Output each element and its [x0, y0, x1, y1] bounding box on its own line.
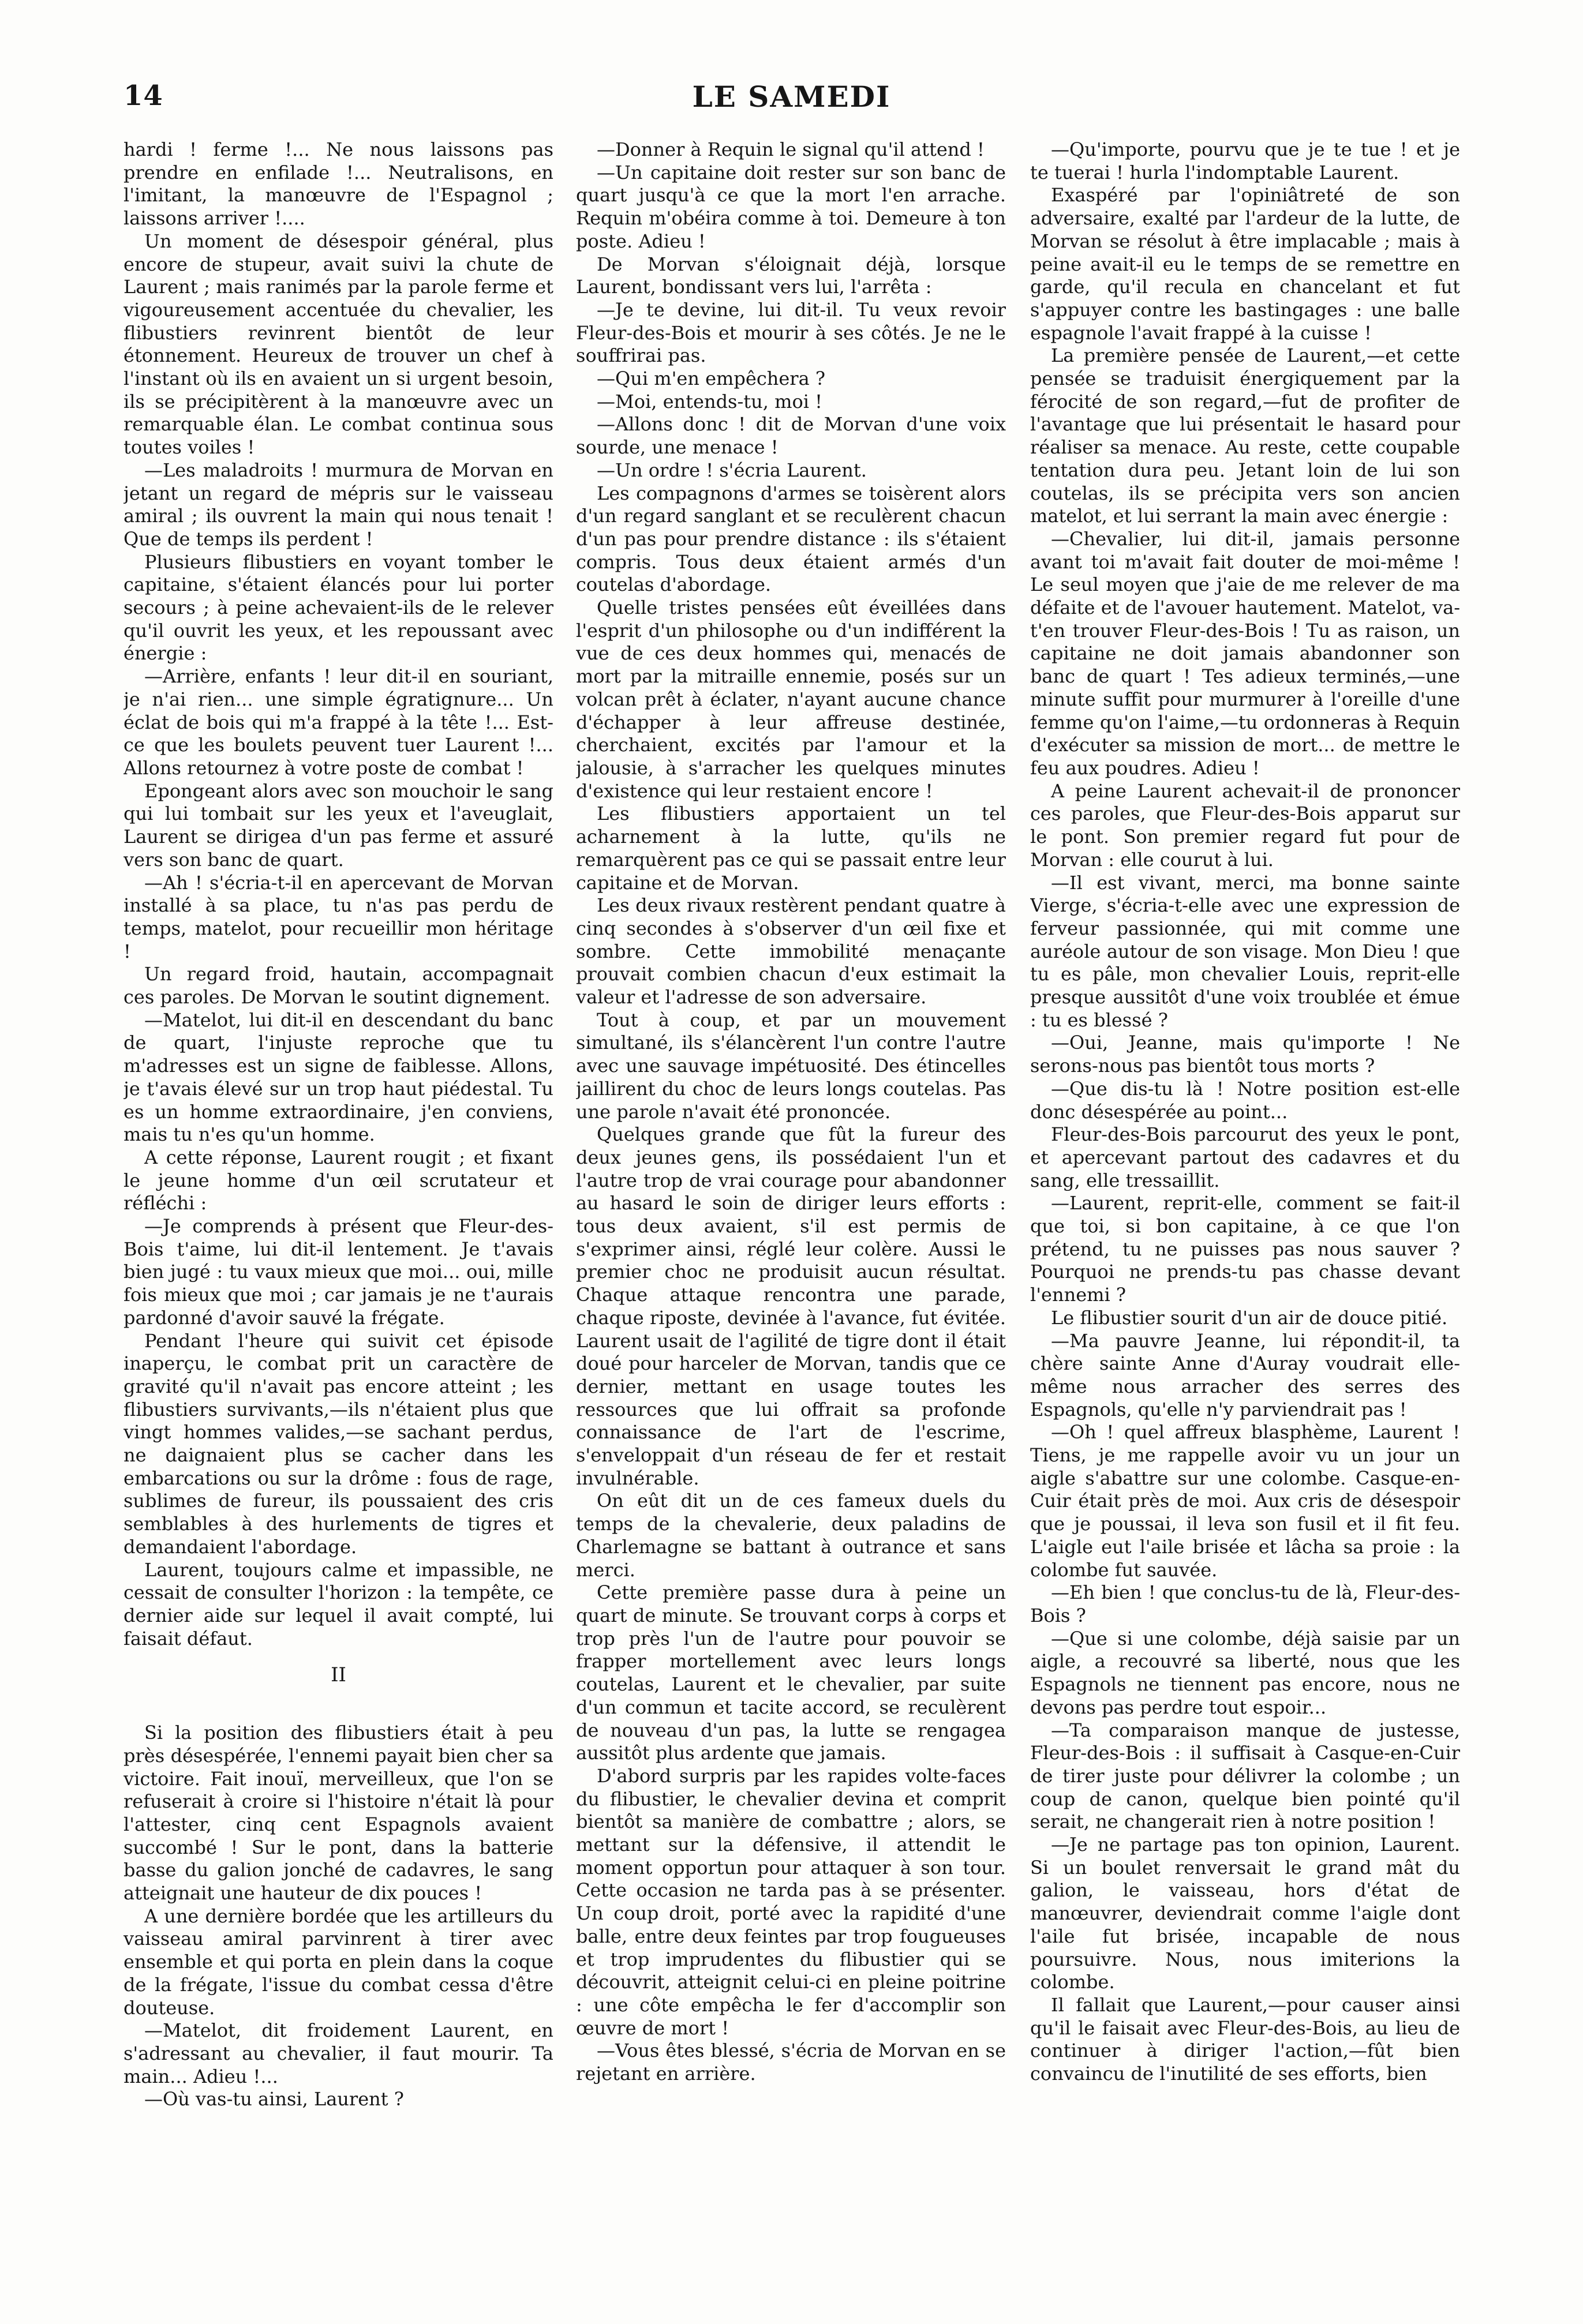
paragraph: —Matelot, dit froidement Laurent, en s'adressant au chevalier, il faut mourir. Ta main... Adieu !... — [124, 2019, 553, 2087]
paragraph: Quelques grande que fût la fureur des deux jeunes gens, ils possédaient l'un et l'autre trop de vrai courage pour abandonner au hasard le soin de diriger leurs efforts : tous deux avaient, s'il est permis de s'exprimer ainsi, réglé leur colère. Aussi le premier choc ne produisit aucun résultat. Chaque attaque rencontra une parade, chaque riposte, devinée à l'avance, fut évitée. Laurent usait de l'agilité de tigre dont il était doué pour harceler de Morvan, tandis que ce dernier, mettant en usage toutes les ressources que lui offrait sa profonde connaissance de l'art de l'escrime, s'enveloppait d'un réseau de fer et restait invulnérable. — [576, 1123, 1006, 1489]
paragraph: —Il est vivant, merci, ma bonne sainte Vierge, s'écria-t-elle avec une expression de ferveur passionnée, qui mit comme une auréole autour de son visage. Mon Dieu ! que tu es pâle, mon chevalier Louis, reprit-elle presque aussitôt d'une voix troublée et émue : tu es blessé ? — [1030, 871, 1460, 1031]
paragraph: —Un capitaine doit rester sur son banc de quart jusqu'à ce que la mort l'en arrache. Requin m'obéira comme à toi. Demeure à ton poste. Adieu ! — [576, 161, 1006, 252]
paragraph: —Que si une colombe, déjà saisie par un aigle, a recouvré sa liberté, nous que les Espagnols ne tiennent pas encore, nous ne devons pas perdre tout espoir... — [1030, 1627, 1460, 1718]
paragraph: —Ah ! s'écria-t-il en apercevant de Morvan installé à sa place, tu n'as pas perdu de temps, matelot, pour recueillir mon héritage ! — [124, 871, 553, 962]
paragraph: Les deux rivaux restèrent pendant quatre à cinq secondes à s'observer d'un œil fixe et sombre. Cette immobilité menaçante prouvait combien chacun d'eux estimait la valeur et l'adresse de son adversaire. — [576, 894, 1006, 1009]
paragraph: De Morvan s'éloignait déjà, lorsque Laurent, bondissant vers lui, l'arrêta : — [576, 253, 1006, 298]
section-numeral: II — [331, 1663, 346, 1687]
paragraph: Tout à coup, et par un mouvement simultané, ils s'élancèrent l'un contre l'autre avec une sauvage impétuosité. Des étincelles jaillirent du choc de leurs longs coutelas. Pas une parole n'avait été prononcée. — [576, 1009, 1006, 1123]
paragraph: La première pensée de Laurent,—et cette pensée se traduisit énergiquement par la férocité de son regard,—fut de profiter de l'avantage que lui présentait le hasard pour réaliser sa menace. Au reste, cette coupable tentation dura peu. Jetant loin de lui son coutelas, ils se précipita vers son ancien matelot, et lui serrant la main avec énergie : — [1030, 344, 1460, 527]
paragraph: Le flibustier sourit d'un air de douce pitié. — [1051, 1306, 1448, 1329]
paragraph: Les flibustiers apportaient un tel acharnement à la lutte, qu'ils ne remarquèrent pas ce qui se passait entre leur capitaine et de Morvan. — [576, 803, 1006, 894]
running-title: LE SAMEDI — [692, 80, 891, 114]
paragraph: —Que dis-tu là ! Notre position est-elle donc désespérée au point... — [1030, 1077, 1460, 1123]
text-column-3 — [1030, 138, 1460, 2302]
page-number: 14 — [124, 80, 163, 112]
paragraph: Pendant l'heure qui suivit cet épisode inaperçu, le combat prit un caractère de gravité qu'il n'avait pas encore atteint ; les flibustiers survivants,—ils n'étaient plus que vingt hommes valides,—se sachant perdus, ne daignaient plus se cacher dans les embarcations ou sur la drôme : fous de rage, sublimes de fureur, ils poussaient des cris semblables à des hurlements de tigres et demandaient l'abordage. — [124, 1329, 553, 1558]
paragraph: Exaspéré par l'opiniâtreté de son adversaire, exalté par l'ardeur de la lutte, de Morvan se résolut à être implacable ; mais à peine avait-il eu le temps de se remettre en garde, qu'il recula en chancelant et fut s'appuyer contre les bastingages : une balle espagnole l'avait frappé à la cuisse ! — [1030, 184, 1460, 344]
paragraph: Les compagnons d'armes se toisèrent alors d'un regard sanglant et se reculèrent chacun d'un pas pour prendre distance : ils s'étaient compris. Tous deux étaient armés d'un coutelas d'abordage. — [576, 482, 1006, 596]
paragraph: A cette réponse, Laurent rougit ; et fixant le jeune homme d'un œil scrutateur et réfléchi : — [124, 1146, 553, 1215]
paragraph: —Arrière, enfants ! leur dit-il en souriant, je n'ai rien... une simple égratignure... Un éclat de bois qui m'a frappé à la tête !... Est-ce que les boulets peuvent tuer Laurent !... Allons retournez à votre poste de combat ! — [124, 665, 553, 779]
paragraph: —Où vas-tu ainsi, Laurent ? — [144, 2088, 404, 2111]
paragraph: —Oh ! quel affreux blasphème, Laurent ! Tiens, je me rappelle avoir vu un jour un aigle s'abattre sur une colombe. Casque-en-Cuir était près de moi. Aux cris de désespoir que je poussai, il leva son fusil et il fit feu. L'aigle eut l'aile brisée et lâcha sa proie : la colombe fut sauvée. — [1030, 1421, 1460, 1581]
text-column-1 — [124, 138, 553, 2302]
paragraph: hardi ! ferme !... Ne nous laissons pas prendre en enfilade !... Neutralisons, en l'imitant, la manœuvre de l'Espagnol ; laissons arriver !.... — [124, 138, 553, 230]
text-column-2 — [576, 138, 1006, 2302]
paragraph: —Vous êtes blessé, s'écria de Morvan en se rejetant en arrière. — [576, 2040, 1006, 2085]
paragraph: Si la position des flibustiers était à peu près désespérée, l'ennemi payait bien cher sa victoire. Fait inouï, merveilleux, que l'on se refuserait à croire si l'histoire n'était là pour l'attester, cinq cent Espagnols avaient succombé ! Sur le pont, dans la batterie basse du galion jonché de cadavres, le sang atteignait une hauteur de dix pouces ! — [124, 1722, 553, 1905]
paragraph: Fleur-des-Bois parcourut des yeux le pont, et apercevant partout des cadavres et du sang, elle tressaillit. — [1030, 1123, 1460, 1191]
paragraph: —Ma pauvre Jeanne, lui répondit-il, ta chère sainte Anne d'Auray voudrait elle-même nous arracher des serres des Espagnols, qu'elle n'y parviendrait pas ! — [1030, 1329, 1460, 1420]
paragraph: —Qu'importe, pourvu que je te tue ! et je te tuerai ! hurla l'indomptable Laurent. — [1030, 138, 1460, 183]
paragraph: —Un ordre ! s'écria Laurent. — [597, 459, 867, 481]
paragraph: —Chevalier, lui dit-il, jamais personne avant toi m'avait fait douter de moi-même ! Le seul moyen que j'aie de me relever de ma défaite et de l'avouer hautement. Matelot, va-t'en trouver Fleur-des-Bois ! Tu as raison, un capitaine ne doit jamais abandonner son banc de quart ! Tes adieux terminés,—une minute suffit pour murmurer à l'oreille d'une femme qu'on l'aime,—tu ordonneras à Requin d'exécuter sa mission de mort... de mettre le feu aux poudres. Adieu ! — [1030, 527, 1460, 779]
column-1-paragraphs-after — [124, 1722, 553, 2111]
paragraph: Un regard froid, hautain, accompagnait ces paroles. De Morvan le soutint dignement. — [124, 963, 553, 1009]
paragraph: —Moi, entends-tu, moi ! — [597, 390, 822, 413]
paragraph: —Je comprends à présent que Fleur-des-Bois t'aime, lui dit-il lentement. Je t'avais bien jugé : tu vaux mieux que moi... oui, mille fois mieux que moi ; car jamais je ne t'aurais pardonné d'avoir sauvé la frégate. — [124, 1215, 553, 1329]
paragraph: Plusieurs flibustiers en voyant tomber le capitaine, s'étaient élancés pour lui porter secours ; à peine achevaient-ils de le relever qu'il ouvrit les yeux, et les repoussant avec énergie : — [124, 550, 553, 665]
paragraph: —Je ne partage pas ton opinion, Laurent. Si un boulet renversait le grand mât du galion, le vaisseau, hors d'état de manœuvrer, deviendrait comme l'aigle dont l'aile fut brisée, incapable de nous poursuivre. Nous, nous imiterions la colombe. — [1030, 1834, 1460, 1993]
paragraph: —Allons donc ! dit de Morvan d'une voix sourde, une menace ! — [576, 413, 1006, 459]
paragraph: —Laurent, reprit-elle, comment se fait-il que toi, si bon capitaine, à ce que l'on prétend, tu ne puisses pas nous sauver ? Pourquoi ne prends-tu pas chasse devant l'ennemi ? — [1030, 1192, 1460, 1306]
paragraph: —Eh bien ! que conclus-tu de là, Fleur-des-Bois ? — [1030, 1581, 1460, 1626]
paragraph: Cette première passe dura à peine un quart de minute. Se trouvant corps à corps et trop près l'un de l'autre pour pouvoir se frapper mortellement avec leurs longs coutelas, Laurent et le chevalier, par suite d'un commun et tacite accord, se reculèrent de nouveau d'un pas, la lutte se rengagea aussitôt plus ardente que jamais. — [576, 1581, 1006, 1764]
paragraph: A peine Laurent achevait-il de prononcer ces paroles, que Fleur-des-Bois apparut sur le pont. Son premier regard fut pour de Morvan : elle courut à lui. — [1030, 779, 1460, 871]
paragraph: —Qui m'en empêchera ? — [597, 368, 825, 390]
paragraph: Laurent, toujours calme et impassible, ne cessait de consulter l'horizon : la tempête, ce dernier aide sur lequel il avait compté, lui faisait défaut. — [124, 1558, 553, 1650]
paragraph: Il fallait que Laurent,—pour causer ainsi qu'il le faisait avec Fleur-des-Bois, au lieu de continuer à diriger l'action,—fût bien convaincu de l'inutilité de ses efforts, bien — [1030, 1993, 1460, 2085]
page-header — [124, 80, 1459, 126]
paragraph: —Donner à Requin le signal qu'il attend ! — [597, 138, 985, 160]
paragraph: Un moment de désespoir général, plus encore de stupeur, avait suivi la chute de Laurent ; mais ranimés par la parole ferme et vigoureusement accentuée du chevalier, les flibustiers revinrent bientôt de leur étonnement. Heureux de trouver un chef à l'instant où ils en avaient un si urgent besoin, ils se précipitèrent à la manœuvre avec un remarquable élan. Le combat continua sous toutes voiles ! — [124, 230, 553, 459]
paragraph: —Oui, Jeanne, mais qu'importe ! Ne serons-nous pas bientôt tous morts ? — [1030, 1032, 1460, 1077]
paragraph: A une dernière bordée que les artilleurs du vaisseau amiral parvinrent à tirer avec ensemble et qui porta en plein dans la coque de la frégate, l'issue du combat cessa d'être douteuse. — [124, 1905, 553, 2019]
paragraph: —Je te devine, lui dit-il. Tu veux revoir Fleur-des-Bois et mourir à ses côtés. Je ne le souffrirai pas. — [576, 298, 1006, 367]
paragraph: —Ta comparaison manque de justesse, Fleur-des-Bois : il suffisait à Casque-en-Cuir de tirer juste pour délivrer la colombe ; un coup de canon, quelque bien pointé qu'il serait, ne changerait rien à notre position ! — [1030, 1719, 1460, 1833]
paragraph: —Matelot, lui dit-il en descendant du banc de quart, l'injuste reproche que tu m'adresses est un signe de faiblesse. Allons, je t'avais élevé sur un trop haut piédestal. Tu es un homme extraordinaire, j'en conviens, mais tu n'es qu'un homme. — [124, 1009, 553, 1146]
paragraph: On eût dit un de ces fameux duels du temps de la chevalerie, deux paladins de Charlemagne se battant à outrance et sans merci. — [576, 1490, 1006, 1581]
paragraph: D'abord surpris par les rapides volte-faces du flibustier, le chevalier devina et comprit bientôt sa manière de combattre ; alors, se mettant sur la défensive, il attendit le moment opportun pour attaquer à son tour. Cette occasion ne tarda pas à se présenter. Un coup droit, porté avec la rapidité d'une balle, entre deux feintes par trop fougueuses et trop imprudentes du flibustier qui se découvrit, atteignit celui-ci en pleine poitrine : une côte empêcha le fer d'accomplir son œuvre de mort ! — [576, 1764, 1006, 2039]
paragraph: Quelle tristes pensées eût éveillées dans l'esprit d'un philosophe ou d'un indifférent la vue de ces deux hommes qui, menacés de mort par la mitraille ennemie, posés sur un volcan prêt à éclater, n'ayant aucune chance d'échapper à leur affreuse destinée, cherchaient, excités par l'amour et la jalousie, à s'arracher les quelques minutes d'existence qui leur restaient encore ! — [576, 597, 1006, 802]
paragraph: Epongeant alors avec son mouchoir le sang qui lui tombait sur les yeux et l'aveuglait, Laurent se dirigea d'un pas ferme et assuré vers son banc de quart. — [124, 779, 553, 871]
column-1-paragraphs — [124, 138, 553, 1650]
paragraph: —Les maladroits ! murmura de Morvan en jetant un regard de mépris sur le vaisseau amiral ; ils ouvrent la main qui nous tenait ! Que de temps ils perdent ! — [124, 459, 553, 550]
